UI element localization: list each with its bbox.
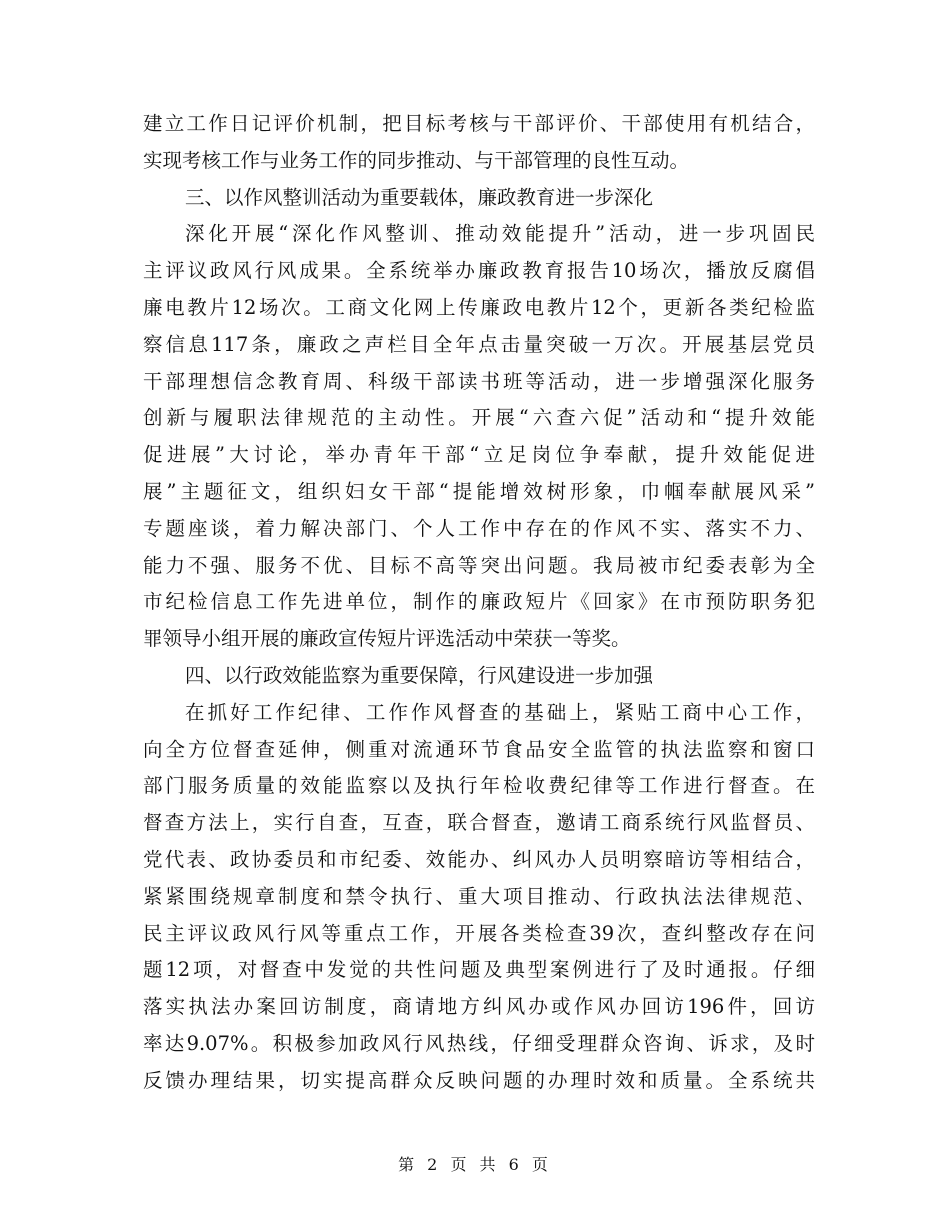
text-line: 深化开展“深化作风整训、推动效能提升”活动，进一步巩固民 bbox=[185, 222, 815, 246]
text-line: 专题座谈，着力解决部门、个人工作中存在的作风不实、落实不力、 bbox=[143, 516, 815, 540]
text-line: 干部理想信念教育周、科级干部读书班等活动，进一步增强深化服务 bbox=[143, 369, 815, 393]
text-line: 廉电教片12场次。工商文化网上传廉政电教片12个，更新各类纪检监 bbox=[143, 295, 815, 319]
text-line: 督查方法上，实行自查，互查，联合督查，邀请工商系统行风监督员、 bbox=[143, 811, 815, 835]
text-line: 党代表、政协委员和市纪委、效能办、纠风办人员明察暗访等相结合， bbox=[143, 847, 815, 871]
text-line: 罪领导小组开展的廉政宣传短片评选活动中荣获一等奖。 bbox=[143, 627, 631, 651]
text-line: 题12项，对督查中发觉的共性问题及典型案例进行了及时通报。仔细 bbox=[143, 958, 815, 982]
text-line: 促进展”大讨论，举办青年干部“立足岗位争奉献，提升效能促进 bbox=[143, 443, 815, 467]
text-line: 向全方位督查延伸，侧重对流通环节食品安全监管的执法监察和窗口 bbox=[143, 737, 815, 761]
text-line: 落实执法办案回访制度，商请地方纠风办或作风办回访196件，回访 bbox=[143, 995, 815, 1019]
text-line: 反馈办理结果，切实提高群众反映问题的办理时效和质量。全系统共 bbox=[143, 1068, 815, 1092]
text-line: 察信息117条，廉政之声栏目全年点击量突破一万次。开展基层党员 bbox=[143, 332, 815, 356]
page-footer: 第 2 页 共 6 页 bbox=[398, 1155, 552, 1174]
text-line: 部门服务质量的效能监察以及执行年检收费纪律等工作进行督查。在 bbox=[143, 774, 815, 798]
text-line: 创新与履职法律规范的主动性。开展“六查六促”活动和“提升效能 bbox=[143, 406, 815, 430]
text-line: 民主评议政风行风等重点工作，开展各类检查39次，查纠整改存在问 bbox=[143, 921, 815, 945]
text-line: 展”主题征文，组织妇女干部“提能增效树形象，巾帼奉献展风采” bbox=[143, 479, 815, 503]
text-line: 在抓好工作纪律、工作作风督查的基础上，紧贴工商中心工作， bbox=[185, 700, 815, 724]
text-line: 建立工作日记评价机制，把目标考核与干部评价、干部使用有机结合， bbox=[143, 112, 815, 135]
text-line: 主评议政风行风成果。全系统举办廉政教育报告10场次，播放反腐倡 bbox=[143, 259, 815, 283]
text-line: 率达9.07%。积极参加政风行风热线，仔细受理群众咨询、诉求，及时 bbox=[143, 1031, 815, 1055]
text-line: 三、以作风整训活动为重要载体，廉政教育进一步深化 bbox=[185, 185, 654, 209]
text-line: 四、以行政效能监察为重要保障，行风建设进一步加强 bbox=[185, 663, 654, 687]
text-line: 实现考核工作与业务工作的同步推动、与干部管理的良性互动。 bbox=[143, 148, 690, 172]
document-body bbox=[143, 106, 815, 1100]
text-line: 能力不强、服务不优、目标不高等突出问题。我局被市纪委表彰为全 bbox=[143, 553, 815, 577]
text-line: 市纪检信息工作先进单位，制作的廉政短片《回家》在市预防职务犯 bbox=[143, 590, 815, 614]
text-line: 紧紧围绕规章制度和禁令执行、重大项目推动、行政执法法律规范、 bbox=[143, 884, 815, 908]
